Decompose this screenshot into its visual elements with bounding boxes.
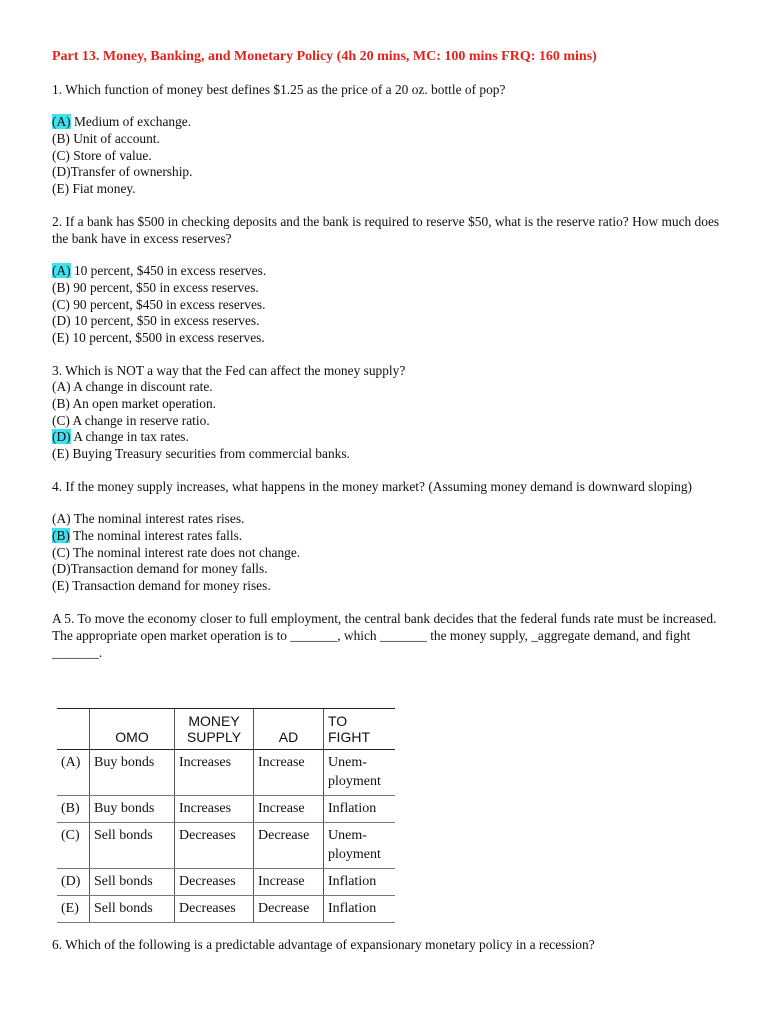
table-cell: Unem-ployment (324, 823, 396, 869)
table-header-letter (57, 709, 90, 750)
table-cell: (E) (57, 896, 90, 923)
option-e: (E) Transaction demand for money rises. (52, 578, 271, 594)
option-c: (C) A change in reserve ratio. (52, 412, 210, 428)
table-row (57, 796, 395, 823)
answer-highlight: (A) (52, 262, 71, 278)
table-cell: Buy bonds (90, 796, 175, 823)
table-cell: (A) (57, 750, 90, 796)
option-d: (D) 10 percent, $50 in excess reserves. (52, 313, 260, 329)
answer-highlight: (D) (52, 429, 71, 445)
answer-highlight: (A) (52, 114, 71, 129)
table-cell: Unem-ployment (324, 750, 396, 796)
option-b: (B) The nominal interest rates falls. (52, 527, 243, 543)
option-a: (A) The nominal interest rates rises. (52, 510, 245, 526)
question-1: 1. Which function of money best defines $1.25 as the price of a 20 oz. bottle of pop? (52, 82, 506, 97)
table-cell: Increase (254, 796, 324, 823)
table-row (57, 896, 395, 923)
option-c: (C) 90 percent, $450 in excess reserves. (52, 296, 266, 312)
table-cell: Decrease (254, 823, 324, 869)
table-cell: Decreases (175, 823, 254, 869)
option-b: (B) An open market operation. (52, 395, 216, 411)
table-row (57, 750, 395, 796)
table-cell: (C) (57, 823, 90, 869)
option-e: (E) Buying Treasury securities from commercial banks. (52, 446, 350, 462)
table-row (57, 869, 395, 896)
answer-highlight: (B) (52, 527, 70, 543)
table-cell: Sell bonds (90, 869, 175, 896)
question-3-options (52, 379, 732, 463)
table-header-row (57, 709, 395, 750)
table-header-omo: OMO (90, 709, 175, 750)
table-cell: Sell bonds (90, 896, 175, 923)
option-a: (A) 10 percent, $450 in excess reserves. (52, 262, 267, 278)
option-c: (C) The nominal interest rate does not change. (52, 544, 301, 560)
table-cell: Decreases (175, 869, 254, 896)
table-cell: Decrease (254, 896, 324, 923)
table-cell: Buy bonds (90, 750, 175, 796)
table-cell: Inflation (324, 896, 396, 923)
table-cell: Increase (254, 869, 324, 896)
question-2: 2. If a bank has $500 in checking deposits and the bank is required to reserve $50, what is the reserve ratio? How much does the bank have in excess reserves? (52, 213, 720, 246)
table-cell: Increases (175, 796, 254, 823)
table-cell: (D) (57, 869, 90, 896)
option-d: (D)Transfer of ownership. (52, 164, 193, 180)
question-6: 6. Which of the following is a predictable advantage of expansionary monetary policy in a recession? (52, 937, 595, 952)
table-cell: Increases (175, 750, 254, 796)
option-b: (B) Unit of account. (52, 130, 160, 146)
option-b: (B) 90 percent, $50 in excess reserves. (52, 279, 259, 295)
table-header-to-fight: TO FIGHT (324, 709, 396, 750)
question-5: A 5. To move the economy closer to full employment, the central bank decides that the federal funds rate must be increased. The appropriate open market operation is to _______, which _______ the money supply, _aggregate demand, and fight _______. (52, 610, 717, 660)
table-cell: (B) (57, 796, 90, 823)
question-4-options (52, 511, 732, 595)
option-e: (E) Fiat money. (52, 181, 136, 197)
document-page (52, 48, 732, 661)
option-a: (A) Medium of exchange. (52, 114, 192, 129)
option-a: (A) A change in discount rate. (52, 378, 213, 394)
option-e: (E) 10 percent, $500 in excess reserves. (52, 330, 265, 346)
table-cell: Inflation (324, 796, 396, 823)
answer-table (57, 708, 395, 923)
table-cell: Inflation (324, 869, 396, 896)
option-d: (D) A change in tax rates. (52, 429, 189, 445)
table-header-ad: AD (254, 709, 324, 750)
question-3: 3. Which is NOT a way that the Fed can affect the money supply? (52, 362, 406, 378)
table-cell: Decreases (175, 896, 254, 923)
page-title: Part 13. Money, Banking, and Monetary Policy (4h 20 mins, MC: 100 mins FRQ: 160 mins) (52, 49, 597, 64)
option-c: (C) Store of value. (52, 147, 152, 163)
table-cell: Sell bonds (90, 823, 175, 869)
question-2-options (52, 263, 732, 347)
question-1-options (52, 114, 732, 198)
question-4: 4. If the money supply increases, what happens in the money market? (Assuming money demand is downward sloping) (52, 478, 693, 494)
table-row (57, 823, 395, 869)
option-d: (D)Transaction demand for money falls. (52, 561, 268, 577)
table-header-money-supply: MONEY SUPPLY (175, 709, 254, 750)
table-cell: Increase (254, 750, 324, 796)
